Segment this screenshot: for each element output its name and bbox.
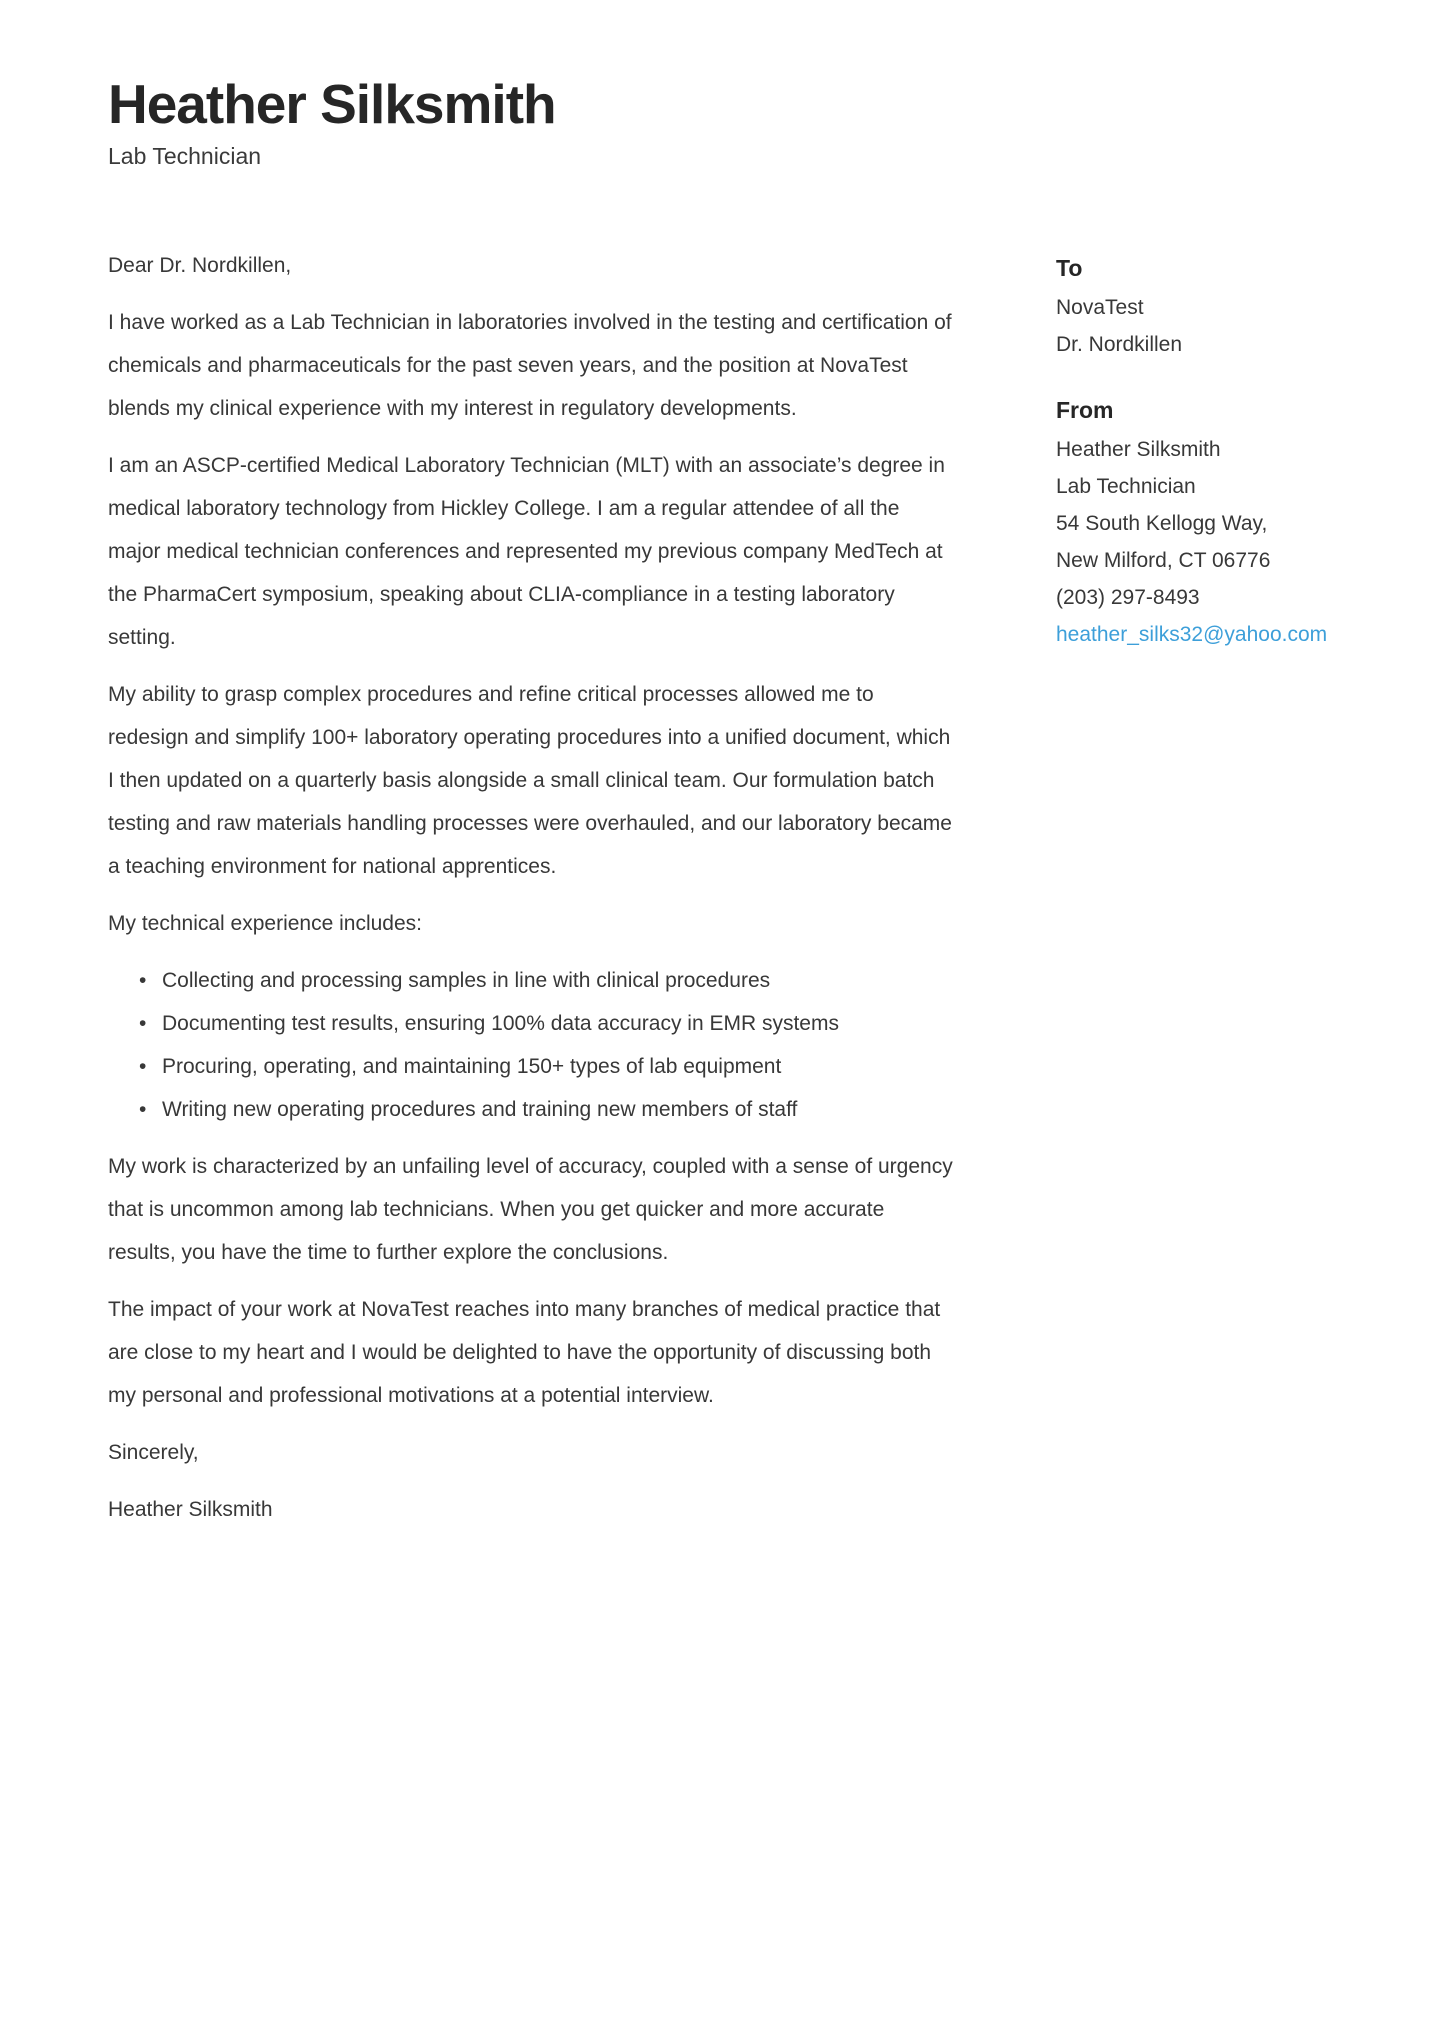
job-title: Lab Technician	[108, 142, 262, 169]
list-item: • Writing new operating procedures and training new members of staff	[108, 1088, 953, 1131]
sender-phone: (203) 297-8493	[1056, 586, 1200, 609]
from-heading: From	[1056, 397, 1114, 423]
signature: Heather Silksmith	[108, 1498, 273, 1521]
sender-title: Lab Technician	[1056, 475, 1196, 498]
from-section	[1056, 396, 1396, 653]
experience-intro: My technical experience includes:	[108, 912, 422, 935]
paragraph-credentials: I am an ASCP-certified Medical Laboratory Technician (MLT) with an associate’s degree in medical laboratory technology from Hickley College. I am a regular attendee of all the major medical technician conferences and represented my previous company MedTech at the PharmaCert symposium, speaking about CLIA-compliance in a testing laboratory setting.	[108, 454, 945, 649]
experience-list	[108, 959, 953, 1131]
list-item: • Documenting test results, ensuring 100% data accuracy in EMR systems	[108, 1002, 953, 1045]
to-heading: To	[1056, 255, 1083, 281]
contact-sidebar	[1056, 254, 1396, 653]
email-link[interactable]: heather_silks32@yahoo.com	[1056, 623, 1328, 646]
sender-city: New Milford, CT 06776	[1056, 549, 1271, 572]
paragraph-intro: I have worked as a Lab Technician in laboratories involved in the testing and certification of chemicals and pharmaceuticals for the past seven years, and the position at NovaTest blends my clinical experience with my interest in regulatory developments.	[108, 311, 952, 420]
paragraph-work-quality: My work is characterized by an unfailing level of accuracy, coupled with a sense of urgency that is uncommon among lab technicians. When you get quicker and more accurate results, you have the time to further explore the conclusions.	[108, 1155, 953, 1264]
salutation: Dear Dr. Nordkillen,	[108, 254, 292, 277]
sender-street: 54 South Kellogg Way,	[1056, 512, 1268, 535]
signoff: Sincerely,	[108, 1441, 199, 1464]
recipient-name: Dr. Nordkillen	[1056, 333, 1183, 356]
paragraph-achievements: My ability to grasp complex procedures and refine critical processes allowed me to redesign and simplify 100+ laboratory operating procedures into a unified document, which I then updated on a quarterly basis alongside a small clinical team. Our formulation batch testing and raw materials handling processes were overhauled, and our laboratory became a teaching environment for national apprentices.	[108, 683, 952, 878]
sender-name: Heather Silksmith	[1056, 438, 1221, 461]
letter-header	[108, 73, 556, 170]
to-section	[1056, 254, 1396, 363]
list-item: • Collecting and processing samples in line with clinical procedures	[108, 959, 953, 1002]
letter-body	[108, 244, 953, 1531]
page-title: Heather Silksmith	[108, 73, 556, 135]
paragraph-closing: The impact of your work at NovaTest reaches into many branches of medical practice that are close to my heart and I would be delighted to have the opportunity of discussing both my personal and professional motivations at a potential interview.	[108, 1298, 941, 1407]
list-item: • Procuring, operating, and maintaining 150+ types of lab equipment	[108, 1045, 953, 1088]
recipient-company: NovaTest	[1056, 296, 1144, 319]
